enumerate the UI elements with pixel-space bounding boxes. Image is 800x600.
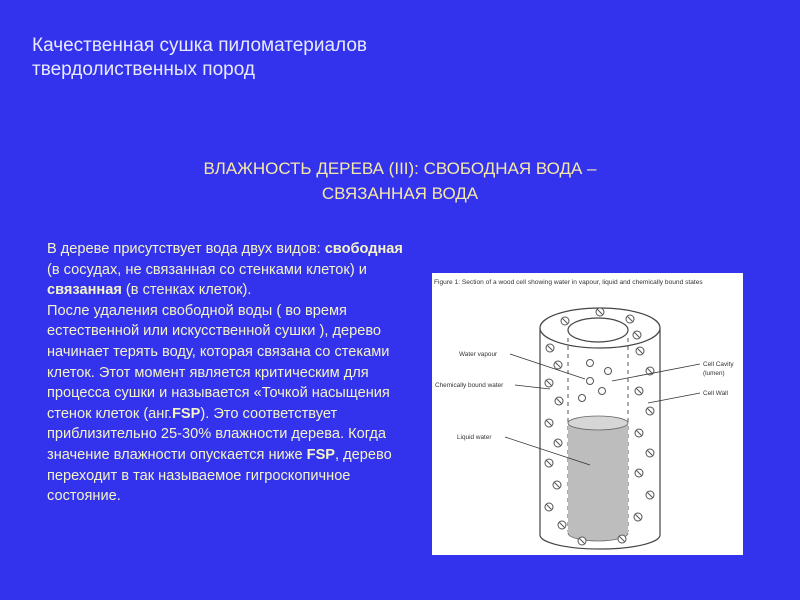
term-fsp: FSP [171,405,201,422]
term-bound-water: связанная [47,282,122,299]
slide-title-line2: твердолиственных пород [32,59,255,80]
label-lumen: (lumen) [703,370,725,377]
label-cell-cavity: Cell Cavity [703,361,734,368]
text-span: В дереве присутствует вода двух видов: [47,241,325,257]
slide-title [32,34,552,82]
slide-title-line1: Качественная сушка пиломатериалов [32,35,368,56]
body-text [47,239,407,507]
text-span: , дерево переходит в так называемое гигроскопичное состояние. [47,446,392,505]
figure-caption: Figure 1: Section of a wood cell showing water in vapour, liquid and chemically bound states [434,279,703,286]
section-heading-line1: ВЛАЖНОСТЬ ДЕРЕВА (III): СВОБОДНАЯ ВОДА – [203,159,597,178]
label-water-vapour: Water vapour [459,351,498,358]
label-cell-wall: Cell Wall [703,390,728,397]
wood-cell-figure [432,273,743,555]
term-fsp: FSP [306,446,336,463]
paragraph-fsp [47,301,407,507]
paragraph-water-types [47,239,407,301]
text-span: (в стенках клеток). [121,282,252,299]
label-liquid-water: Liquid water [457,434,492,441]
text-span: ). Это соответствует приблизительно 25-30% влажности дерева. Когда значение влажности опускается ниже [47,405,387,463]
label-chemically-bound-water: Chemically bound water [435,382,504,389]
section-heading [100,156,700,206]
wood-cell-diagram [432,273,743,555]
term-free-water: свободная [324,241,403,257]
liquid-water [568,416,628,541]
text-span: После удаления свободной воды ( во время естественной или искусственной сушки ), дерево начинает терять воду, которая связана со стеками клеток. Этот момент является критическим для процесса сушки и называется «Точкой насыщения стенок клеток (анг. [47,302,390,422]
text-span: (в сосудах, не связанная со стенками клеток) и [47,261,367,278]
section-heading-line2: СВЯЗАННАЯ ВОДА [321,184,479,203]
